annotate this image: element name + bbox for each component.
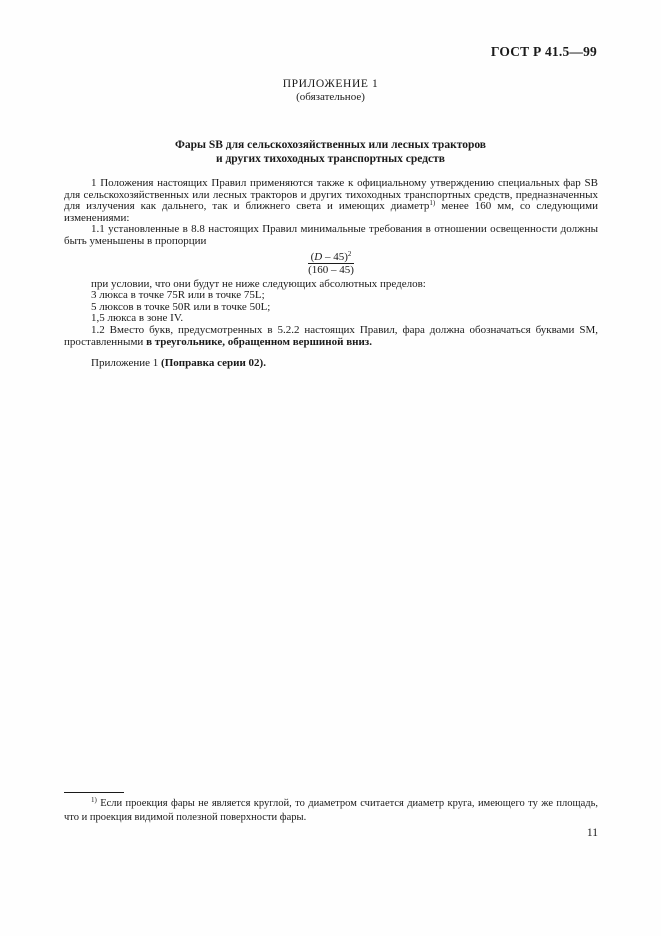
paragraph-1-tail: менее 160 мм, со следующими изменениями: (64, 200, 598, 224)
limit-item-2: 5 люксов в точке 50R или в точке 50L; (91, 300, 271, 313)
paragraph-1-2 (64, 325, 598, 348)
formula-num-rest: – 45) (322, 250, 348, 263)
formula-variable: D (314, 250, 323, 263)
footnote-body: Если проекция фары не является круглой, то диаметром считается диаметр круга, имеющего ту же площадь, что и проекция видимой полезной поверхности фары. (64, 798, 598, 823)
formula-denominator: (160 – 45) (308, 263, 354, 276)
amendment-note (64, 358, 598, 370)
footnote (64, 797, 598, 825)
annex-status: (обязательное) (296, 91, 365, 103)
amendment-note-bold: (Поправка серии 02). (161, 357, 266, 370)
paragraph-1-2-text: 1.2 Вместо букв, предусмотренных в 5.2.2 настоящих Правил, фара должна обозначаться буквами SM, проставленными (64, 323, 598, 348)
paragraph-1-2-bold: в треугольнике, обращенном вершиной вниз. (146, 335, 372, 348)
annex-title: ПРИЛОЖЕНИЕ 1 (282, 78, 379, 90)
standard-code: ГОСТ Р 41.5—99 (490, 44, 597, 59)
formula-numerator (307, 251, 356, 263)
footnote-divider (64, 792, 124, 793)
annex-heading (0, 138, 661, 166)
annex-heading-line-2: и других тихоходных транспортных средств (215, 153, 445, 165)
limit-item-3: 1,5 люкса в зоне IV. (91, 312, 184, 325)
footnote-reference: 1) (429, 199, 436, 208)
formula-num-open: ( (310, 250, 315, 263)
paragraph-1-text: 1 Положения настоящих Правил применяются также к официальному утверждению специальных фар SB для сельскохозяйственных или лесных тракторов и других тихоходных транспортных средств, предназначенных для излучения как дальнего, так и ближнего света и имеющих диаметр (64, 177, 598, 213)
paragraph-1-1: 1.1 установленные в 8.8 настоящих Правил минимальные требования в отношении освещенности должны быть уменьшены в пропорции (64, 223, 598, 247)
proportion-formula (64, 251, 598, 276)
body-text (64, 178, 598, 370)
paragraph-condition: при условии, что они будут не ниже следующих абсолютных пределов: (91, 277, 426, 290)
annex-heading-line-1: Фары SB для сельскохозяйственных или лесных тракторов (174, 139, 487, 151)
footnote-text (64, 797, 598, 825)
footnote-marker: 1) (91, 796, 97, 804)
formula-exponent: 2 (347, 249, 352, 258)
page-number: 11 (586, 827, 598, 839)
paragraph-1 (64, 178, 598, 224)
limit-item-1: 3 люкса в точке 75R или в точке 75L; (91, 289, 265, 302)
amendment-note-text: Приложение 1 (91, 357, 162, 370)
